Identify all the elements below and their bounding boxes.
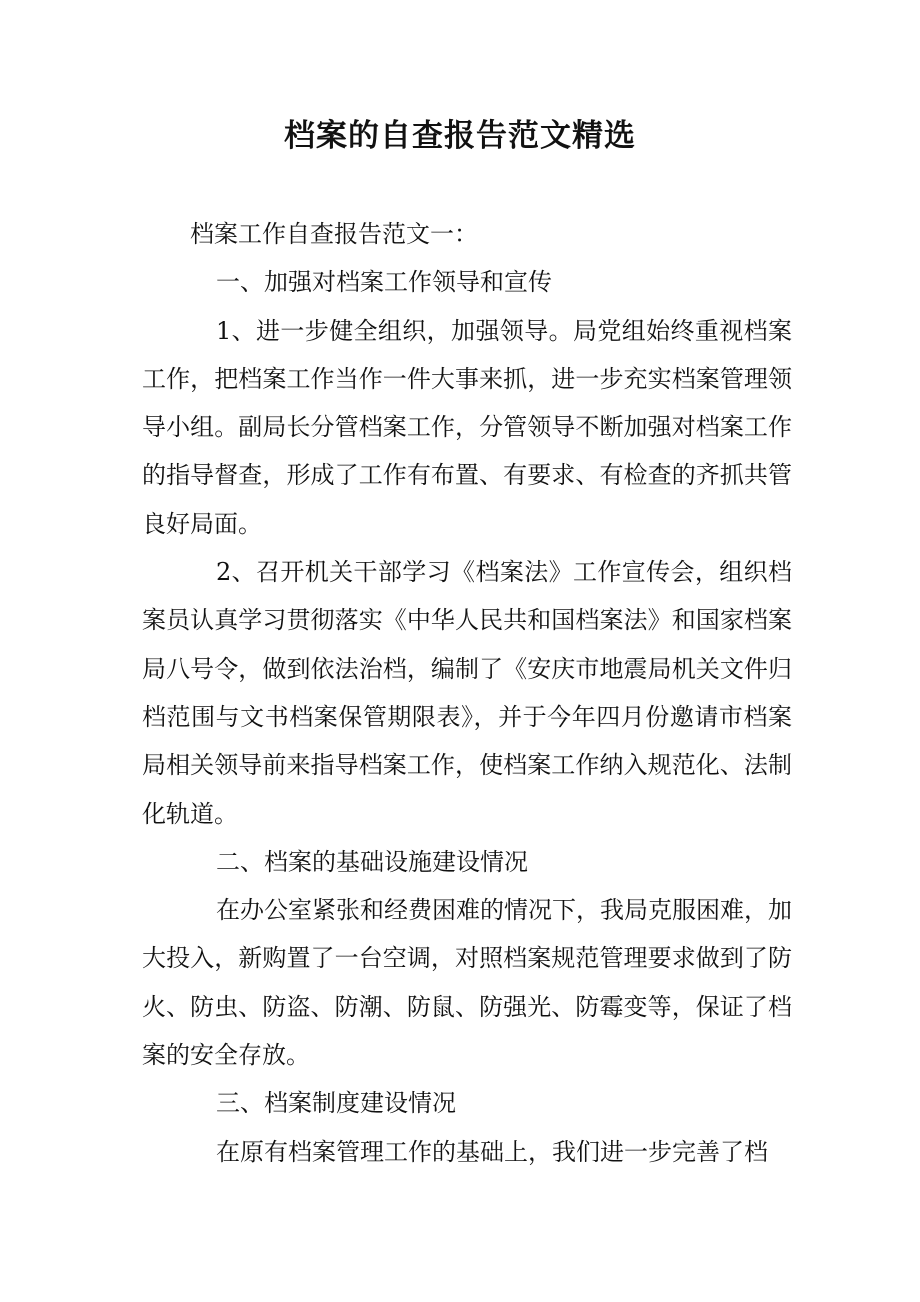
intro-line: 档案工作自查报告范文一： xyxy=(190,220,478,248)
section-heading-3: 三、档案制度建设情况 xyxy=(216,1089,456,1118)
section-heading-2: 二、档案的基础设施建设情况 xyxy=(216,847,528,876)
section-heading-1: 一、加强对档案工作领导和宣传 xyxy=(216,268,552,297)
paragraph-3: 在办公室紧张和经费困难的情况下，我局克服困难，加大投入，新购置了一台空调，对照档案规范管理要求做到了防火、防虫、防盗、防潮、防鼠、防强光、防霉变等，保证了档案的安全存放。 xyxy=(142,896,792,1070)
paragraph-4: 在原有档案管理工作的基础上，我们进一步完善了档 xyxy=(216,1137,768,1166)
document-body xyxy=(142,210,792,1176)
paragraph-1: 1、进一步健全组织，加强领导。局党组始终重视档案工作，把档案工作当作一件大事来抓，进一步充实档案管理领导小组。副局长分管档案工作，分管领导不断加强对档案工作的指导督查，形成了工作有布置、有要求、有检查的齐抓共管良好局面。 xyxy=(142,316,792,538)
document-title: 档案的自查报告范文精选 xyxy=(284,118,636,154)
paragraph-2: 2、召开机关干部学习《档案法》工作宣传会，组织档案员认真学习贯彻落实《中华人民共和国档案法》和国家档案局八号令，做到依法治档，编制了《安庆市地震局机关文件归档范围与文书档案保管期限表》，并于今年四月份邀请市档案局相关领导前来指导档案工作，使档案工作纳入规范化、法制化轨道。 xyxy=(142,558,792,828)
